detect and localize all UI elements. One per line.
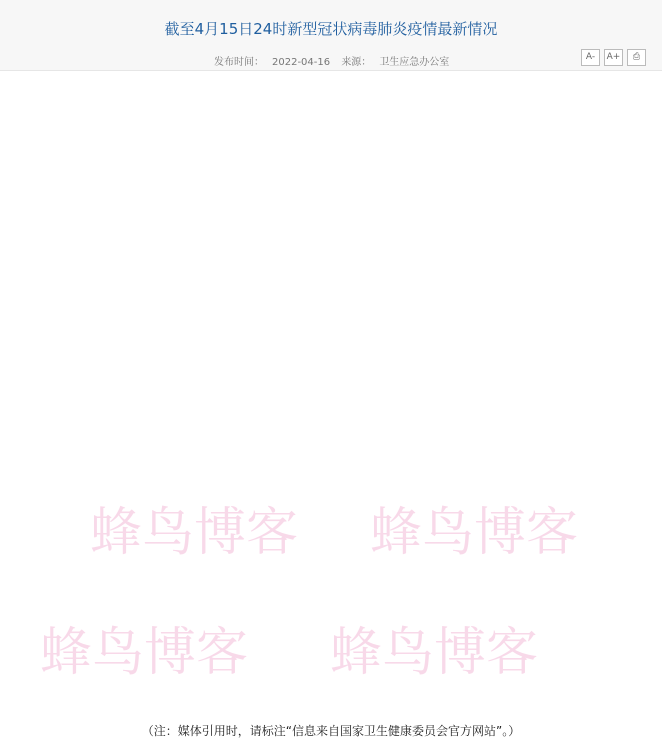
paragraph-asymptomatic bbox=[28, 172, 640, 193]
watermark-text: 蜂鸟博客 bbox=[90, 503, 299, 563]
paragraph-recoveries bbox=[28, 109, 640, 130]
citation-note: （注：媒体引用时，请标注“信息来自国家卫生健康委员会官方网站”。） bbox=[141, 724, 521, 738]
paragraph-imported bbox=[28, 130, 640, 151]
watermark-text: 蜂鸟博客 bbox=[330, 623, 539, 683]
watermark-text: 蜂鸟博客 bbox=[40, 623, 249, 683]
publish-date-label: 发布时间： bbox=[214, 57, 264, 68]
article-body bbox=[28, 88, 640, 703]
article-meta bbox=[214, 53, 457, 68]
watermark-text: 蜂鸟博客 bbox=[370, 503, 579, 563]
source-name: 卫生应急办公室 bbox=[379, 57, 450, 68]
publish-date: 2022-04-16 bbox=[272, 57, 331, 68]
page-title: 截至4月15日24时新型冠状病毒肺炎疫情最新情况 bbox=[164, 20, 498, 38]
paragraph-asymptomatic-released bbox=[28, 193, 640, 214]
paragraph-new-cases bbox=[28, 88, 640, 109]
article-tools bbox=[577, 49, 646, 66]
font-increase-button[interactable]: A+ bbox=[604, 49, 623, 66]
paragraph-hk-macao-taiwan bbox=[28, 214, 640, 235]
article-header bbox=[0, 0, 662, 71]
font-decrease-button[interactable]: A- bbox=[581, 49, 600, 66]
source-label: 来源： bbox=[341, 57, 372, 68]
print-icon[interactable]: ⎙ bbox=[627, 49, 646, 66]
paragraph-cumulative bbox=[28, 151, 640, 172]
